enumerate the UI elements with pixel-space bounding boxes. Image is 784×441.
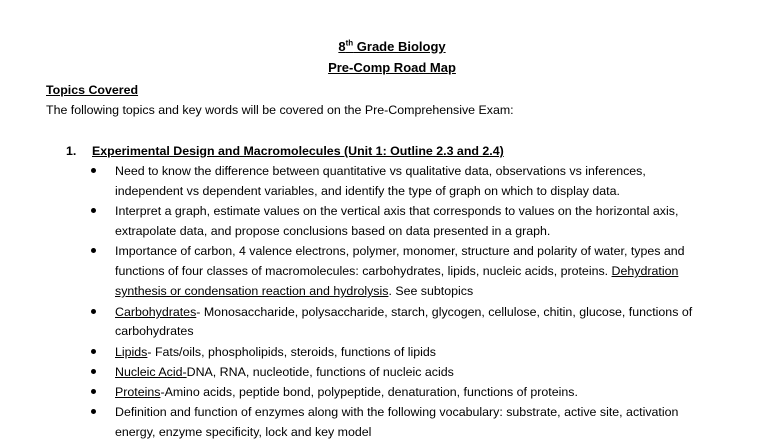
bullet-marker <box>90 364 98 380</box>
bullet-1-line-1: Need to know the difference between quantitative vs qualitative data, observations vs inferences, <box>115 164 646 178</box>
bullet-3-line-3 <box>115 283 473 299</box>
bullet-3-line-2 <box>115 263 678 279</box>
grade-number: 8 <box>338 39 346 54</box>
bullet-1-line-2: independent vs dependent variables, and identify the type of graph on which to display data. <box>115 184 620 198</box>
lipids-label: Lipids <box>115 345 148 359</box>
intro-text: The following topics and key words will be covered on the Pre-Comprehensive Exam: <box>46 103 514 117</box>
bullet-8-line-2: energy, enzyme specificity, lock and key model <box>115 425 372 439</box>
bullet-marker <box>90 163 98 179</box>
bullet-3-line-1: Importance of carbon, 4 valence electrons, polymer, monomer, structure and polarity of water, types and <box>115 244 685 258</box>
section-number: 1. <box>66 144 77 158</box>
proteins-text: -Amino acids, peptide bond, polypeptide, denaturation, functions of proteins. <box>160 385 578 399</box>
bullet-3-line-2-text: functions of four classes of macromolecules: carbohydrates, lipids, nucleic acids, proteins. <box>115 264 612 278</box>
bullet-7-line-1 <box>115 384 578 400</box>
grade-suffix: th <box>345 38 354 48</box>
bullet-marker <box>90 304 98 320</box>
dehydration-term: Dehydration <box>611 264 679 278</box>
synthesis-hydrolysis-term: synthesis or condensation reaction and hydrolysis <box>115 284 389 298</box>
bullet-6-line-1 <box>115 364 454 380</box>
carbohydrates-text: - Monosaccharide, polysaccharide, starch, glycogen, cellulose, chitin, glucose, functions of <box>196 305 693 319</box>
see-subtopics-text: . See subtopics <box>388 284 474 298</box>
document-title <box>0 39 784 54</box>
lipids-text: - Fats/oils, phospholipids, steroids, functions of lipids <box>147 345 436 359</box>
bullet-4-line-2: carbohydrates <box>115 324 194 338</box>
bullet-8-line-1: Definition and function of enzymes along with the following vocabulary: substrate, active site, activation <box>115 405 679 419</box>
nucleic-acid-label: Nucleic Acid- <box>115 365 187 379</box>
bullet-marker <box>90 243 98 259</box>
bullet-5-line-1 <box>115 344 436 360</box>
bullet-marker <box>90 203 98 219</box>
bullet-marker <box>90 344 98 360</box>
bullet-2-line-1: Interpret a graph, estimate values on the vertical axis that corresponds to values on the horizontal axis, <box>115 204 679 218</box>
topics-heading: Topics Covered <box>46 83 139 97</box>
title-rest: Grade Biology <box>353 39 446 54</box>
proteins-label: Proteins <box>115 385 161 399</box>
section-title: Experimental Design and Macromolecules (Unit 1: Outline 2.3 and 2.4) <box>92 144 504 158</box>
bullet-marker <box>90 384 98 400</box>
document-subtitle: Pre-Comp Road Map <box>328 60 456 75</box>
bullet-marker <box>90 404 98 420</box>
bullet-4-line-1 <box>115 304 692 320</box>
carbohydrates-label: Carbohydrates <box>115 305 197 319</box>
nucleic-acid-text: DNA, RNA, nucleotide, functions of nucleic acids <box>186 365 454 379</box>
bullet-2-line-2: extrapolate data, and propose conclusions based on data presented in a graph. <box>115 224 551 238</box>
